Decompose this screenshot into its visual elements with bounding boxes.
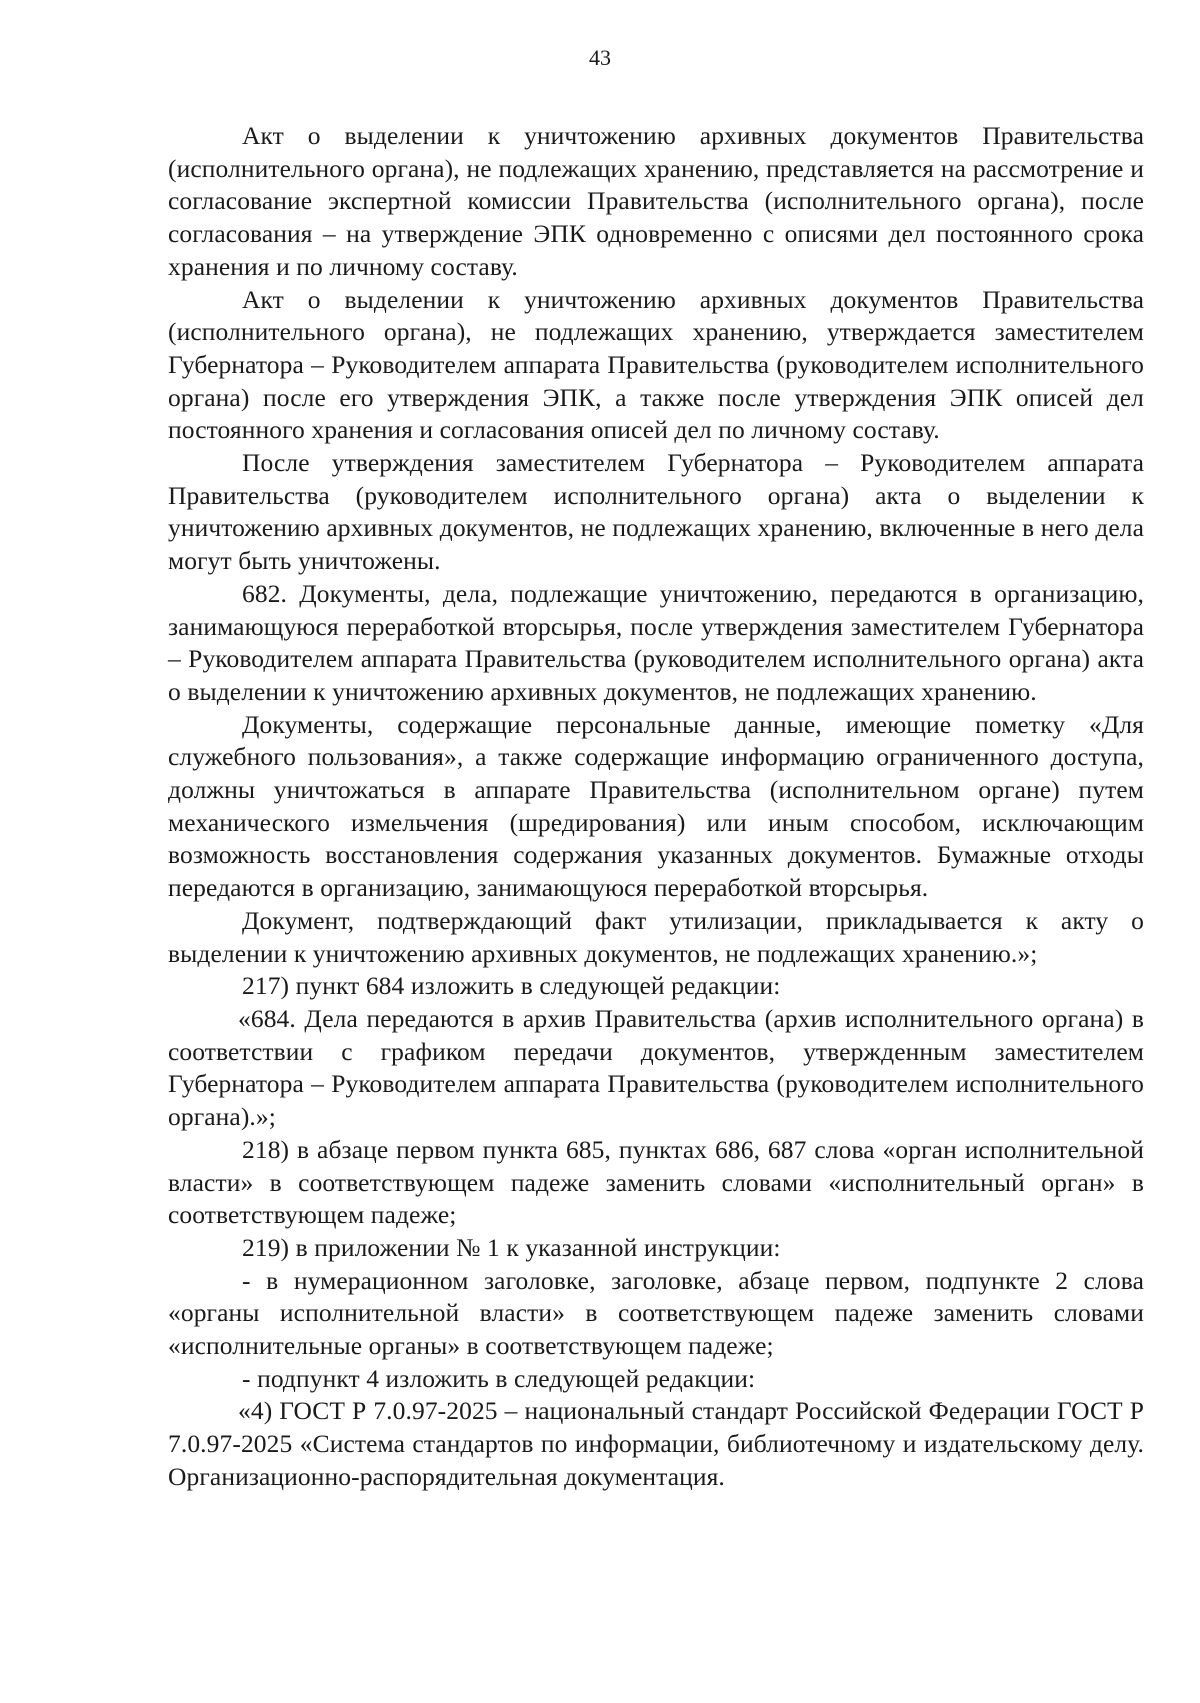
document-body: [168, 120, 1144, 1494]
paragraph-item-682: 682. Документы, дела, подлежащие уничтожению, передаются в организацию, занимающуюся переработкой вторсырья, после утверждения заместителем Губернатора – Руководителем аппарата Правительства (руководителем исполнительного органа) акта о выделении к уничтожению архивных документов, не подлежащих хранению.: [168, 578, 1144, 706]
paragraph-after-approval: После утверждения заместителем Губернатора – Руководителем аппарата Правительства (руководителем исполнительного органа) акта о выделении к уничтожению архивных документов, не подлежащих хранению, включенные в него дела могут быть уничтожены.: [168, 448, 1144, 576]
paragraph-utilization-document: Документ, подтверждающий факт утилизации, прикладывается к акту о выделении к уничтожению архивных документов, не подлежащих хранению.»;: [168, 905, 1144, 968]
paragraph-subitem-4: - подпункт 4 изложить в следующей редакции:: [242, 1363, 756, 1393]
paragraph-item-217: 217) пункт 684 изложить в следующей редакции:: [242, 971, 781, 1001]
paragraph-gost-standard: «4) ГОСТ Р 7.0.97-2025 – национальный стандарт Российской Федерации ГОСТ Р 7.0.97-2025 «Система стандартов по информации, библиотечному и издательскому делу. Организационно-распорядительная документация.: [168, 1396, 1144, 1491]
paragraph-personal-data: Документы, содержащие персональные данные, имеющие пометку «Для служебного пользования», а также содержащие информацию ограниченного доступа, должны уничтожаться в аппарате Правительства (исполнительном органе) путем механического измельчения (шредирования) или иным способом, исключающим возможность восстановления содержания указанных документов. Бумажные отходы передаются в организацию, занимающуюся переработкой вторсырья.: [168, 709, 1144, 903]
paragraph-act-approval: Акт о выделении к уничтожению архивных документов Правительства (исполнительного органа), не подлежащих хранению, утверждается заместителем Губернатора – Руководителем аппарата Правительства (руководителем исполнительного органа) после его утверждения ЭПК, а также после утверждения ЭПК описей дел постоянного хранения и согласования описей дел по личному составу.: [168, 284, 1144, 445]
paragraph-act-submission: Акт о выделении к уничтожению архивных документов Правительства (исполнительного органа), не подлежащих хранению, представляется на рассмотрение и согласование экспертной комиссии Правительства (исполнительного органа), после согласования – на утверждение ЭПК одновременно с описями дел постоянного срока хранения и по личному составу.: [168, 121, 1144, 281]
paragraph-item-219: 219) в приложении № 1 к указанной инструкции:: [242, 1232, 781, 1262]
paragraph-item-684: «684. Дела передаются в архив Правительства (архив исполнительного органа) в соответствии с графиком передачи документов, утвержденным заместителем Губернатора – Руководителем аппарата Правительства (руководителем исполнительного органа).»;: [168, 1003, 1144, 1132]
paragraph-numbering-heading: - в нумерационном заголовке, заголовке, абзаце первом, подпункте 2 слова «органы исполнительной власти» в соответствующем падеже заменить словами «исполнительные органы» в соответствующем падеже;: [168, 1265, 1144, 1361]
paragraph-item-218: 218) в абзаце первом пункта 685, пунктах 686, 687 слова «орган исполнительной власти» в соответствующем падеже заменить словами «исполнительный орган» в соответствующем падеже;: [168, 1134, 1144, 1230]
page-number: 43: [589, 45, 611, 70]
